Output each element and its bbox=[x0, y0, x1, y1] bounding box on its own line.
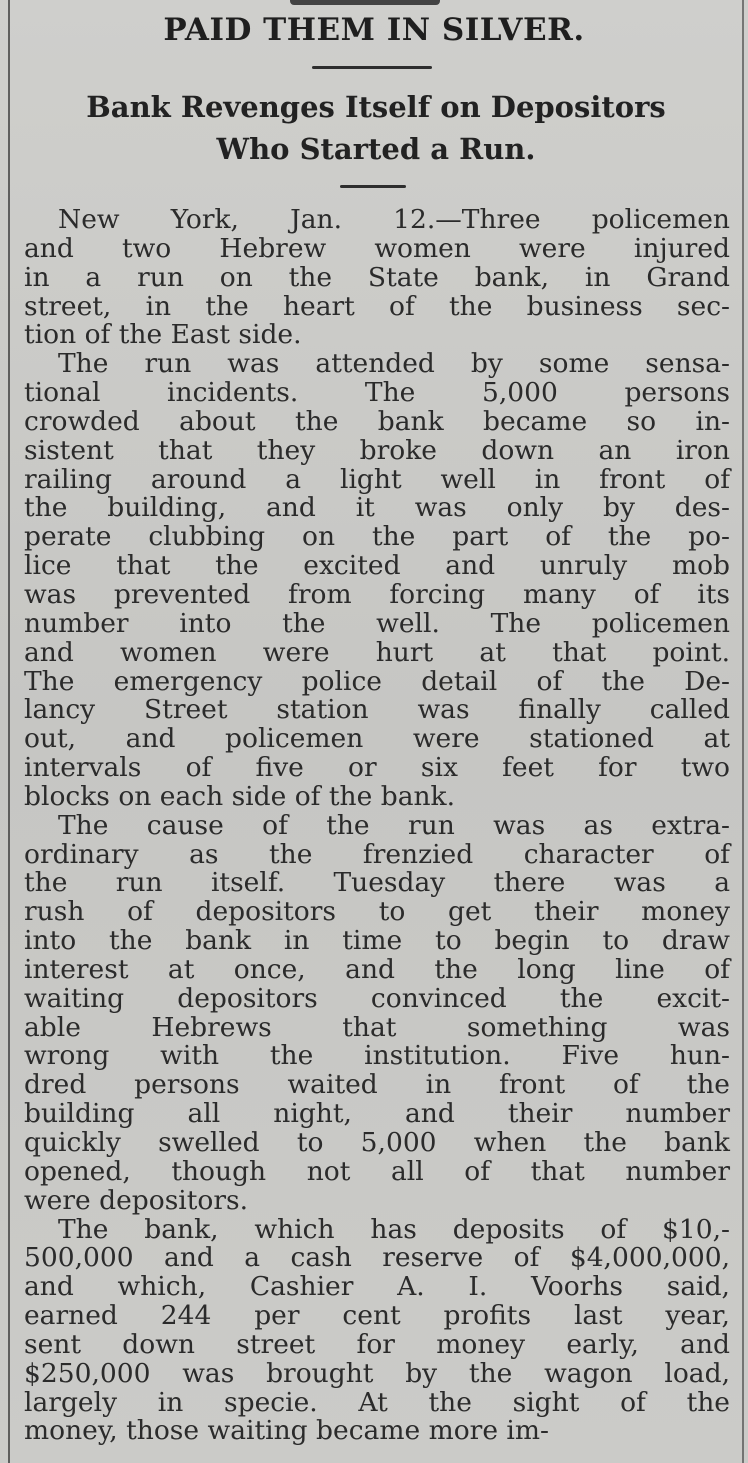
article-line: were depositors. bbox=[24, 1184, 249, 1216]
article-line: opened, though not all of that number bbox=[24, 1155, 730, 1187]
article-line: lancy Street station was finally called bbox=[24, 694, 730, 726]
article-line: earned 244 per cent profits last year, bbox=[24, 1300, 730, 1332]
article-line: New York, Jan. 12.—Three policemen bbox=[58, 204, 730, 235]
subheadline bbox=[14, 86, 738, 170]
article-line: dred persons waited in front of the bbox=[24, 1069, 730, 1101]
article-line: out, and policemen were stationed at bbox=[24, 723, 730, 755]
subheadline-line: Who Started a Run. bbox=[216, 132, 536, 166]
article-line: was prevented from forcing many of its bbox=[24, 578, 730, 610]
article-line: building all night, and their number bbox=[24, 1098, 730, 1130]
headline: PAID THEM IN SILVER. bbox=[163, 12, 585, 48]
article-line: into the bank in time to begin to draw bbox=[24, 925, 730, 957]
article-line: waiting depositors convinced the excit- bbox=[24, 982, 730, 1014]
article-line: quickly swelled to 5,000 when the bank bbox=[24, 1127, 730, 1158]
article-line: largely in specie. At the sight of the bbox=[24, 1386, 730, 1418]
column-rule-left bbox=[8, 0, 10, 1463]
article-line: The cause of the run was as extra- bbox=[58, 809, 730, 841]
article-line: $250,000 was brought by the wagon load, bbox=[24, 1357, 730, 1389]
article-line: crowded about the bank became so in- bbox=[24, 405, 730, 437]
article-line: perate clubbing on the part of the po- bbox=[24, 521, 730, 553]
article-line: intervals of five or six feet for two bbox=[24, 752, 730, 784]
article-line: 500,000 and a cash reserve of $4,000,000, bbox=[24, 1242, 730, 1274]
subheadline-divider bbox=[340, 185, 406, 188]
top-ink-mark bbox=[290, 0, 440, 5]
article-line: money, those waiting became more im- bbox=[24, 1415, 549, 1447]
article-line: The emergency police detail of the De- bbox=[24, 665, 730, 697]
article-line: tional incidents. The 5,000 persons bbox=[24, 377, 730, 409]
headline-divider bbox=[312, 66, 432, 69]
article-body bbox=[24, 206, 730, 1446]
article-line: interest at once, and the long line of bbox=[24, 953, 730, 985]
article-line: tion of the East side. bbox=[24, 319, 302, 351]
article-line: the building, and it was only by des- bbox=[24, 492, 730, 524]
article-line: and which, Cashier A. I. Voorhs said, bbox=[24, 1271, 730, 1303]
article-line: sistent that they broke down an iron bbox=[24, 434, 730, 466]
article-line: railing around a light well in front of bbox=[24, 463, 730, 495]
article-line: ordinary as the frenzied character of bbox=[24, 838, 730, 870]
article-line: The run was attended by some sensa- bbox=[58, 348, 730, 380]
subheadline-line: Bank Revenges Itself on Depositors bbox=[86, 90, 666, 124]
article-line: and women were hurt at that point. bbox=[24, 636, 730, 668]
article-line: The bank, which has deposits of $10,- bbox=[58, 1213, 730, 1245]
article-line: lice that the excited and unruly mob bbox=[24, 550, 730, 582]
article-line: blocks on each side of the bank. bbox=[24, 780, 456, 812]
article-line: rush of depositors to get their money bbox=[24, 896, 730, 928]
article-line: sent down street for money early, and bbox=[24, 1328, 730, 1360]
article-line: able Hebrews that something was bbox=[24, 1011, 730, 1043]
article-line: in a run on the State bank, in Grand bbox=[24, 261, 730, 293]
article-line: wrong with the institution. Five hun- bbox=[24, 1040, 730, 1072]
article-line: the run itself. Tuesday there was a bbox=[24, 867, 730, 899]
article-line: number into the well. The policemen bbox=[24, 607, 730, 639]
article-line: and two Hebrew women were injured bbox=[24, 232, 730, 264]
column-rule-right bbox=[742, 0, 744, 1463]
article-line: street, in the heart of the business sec- bbox=[24, 290, 730, 322]
